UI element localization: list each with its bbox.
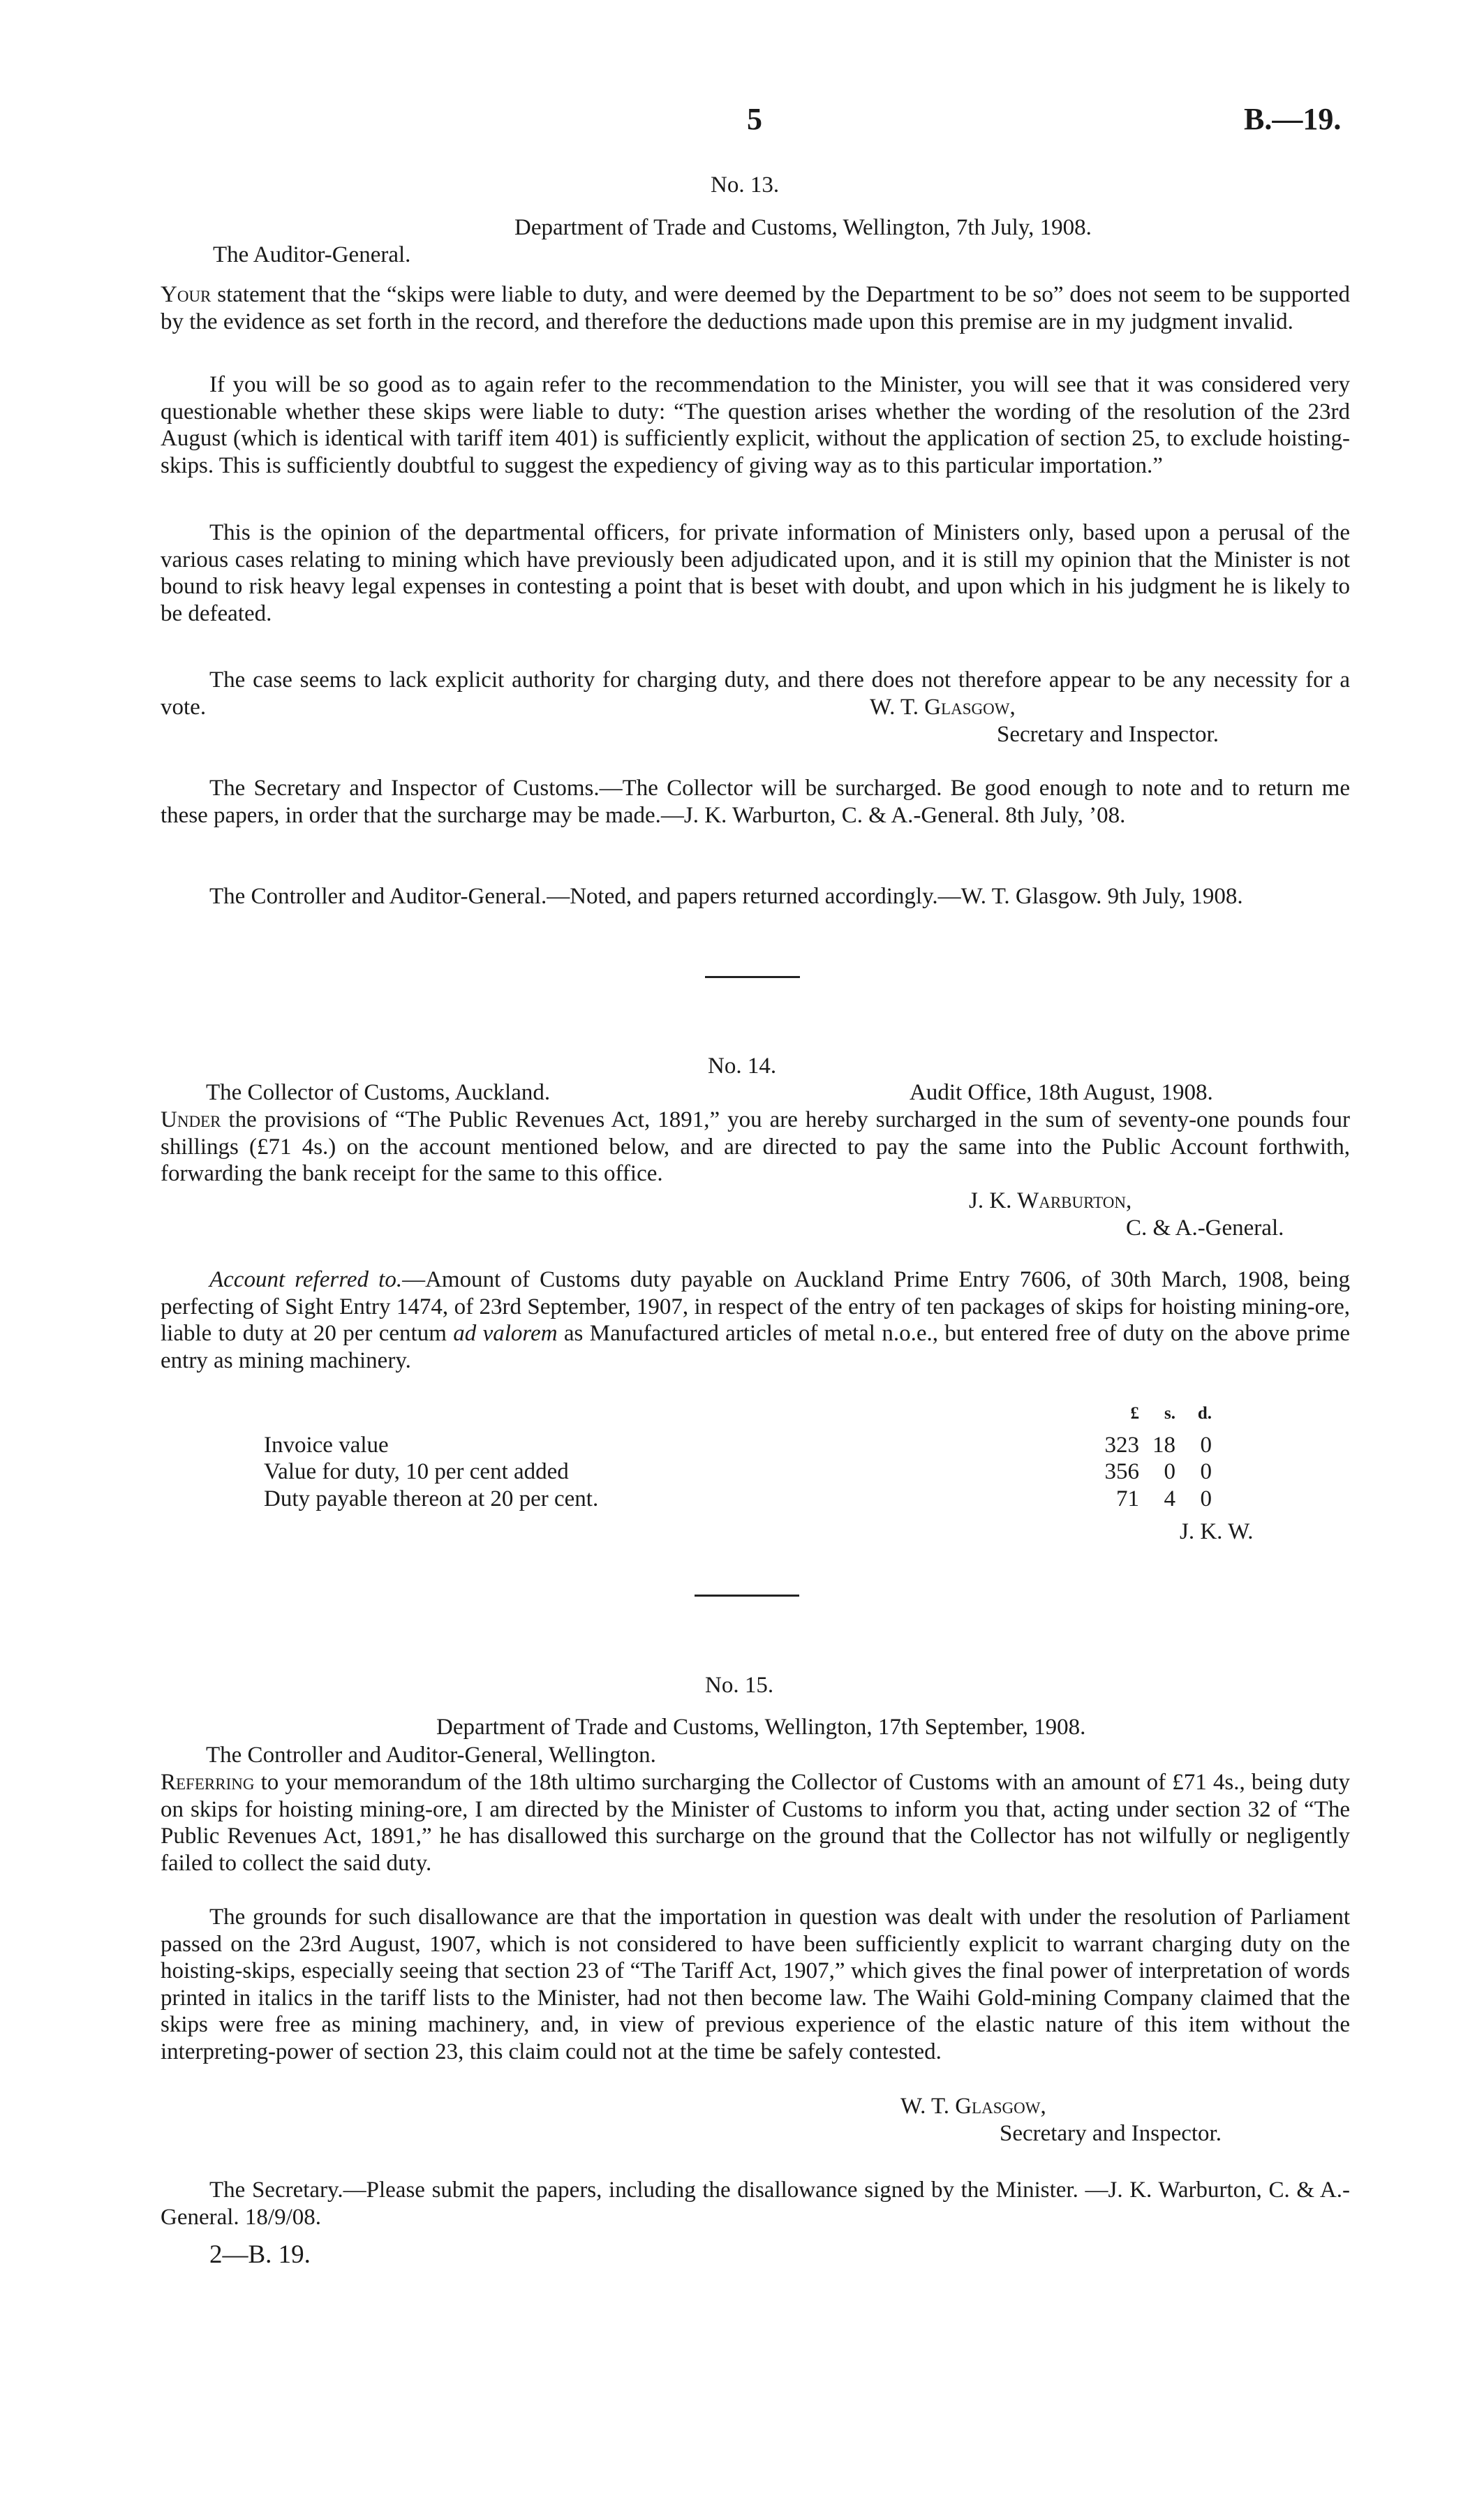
no13-p3-text: This is the opinion of the departmental officers, for private information of Ministers only, based upon a perusal of the various cases relating to mining which have previously been adjudicated upon, and it is still my opinion that the Minister is not bound to risk heavy legal expenses in contesting a point that is beset with doubt, and upon which in his judgment he is likely to be defeated.: [161, 520, 1350, 626]
no15-minute: [161, 2177, 1350, 2231]
no13-paragraph-4: [161, 667, 1350, 720]
no15-dateline: Department of Trade and Customs, Wellington, 17th September, 1908.: [436, 1715, 1086, 1740]
no15-signature-name: W. T. Glasgow,: [900, 2094, 1046, 2119]
no14-paragraph-1: [161, 1107, 1350, 1188]
no13-signature-name: W. T. Glasgow,: [870, 695, 1016, 720]
row-pence: 0: [1200, 1459, 1212, 1485]
no13-heading: No. 13.: [711, 172, 780, 198]
row-pence: 0: [1200, 1486, 1212, 1511]
row-pounds: 356: [1104, 1459, 1139, 1485]
table-row: [264, 1486, 1212, 1513]
no14-signature-title: C. & A.-General.: [1126, 1215, 1284, 1241]
no15-p1-lead: Referring: [161, 1770, 255, 1795]
table-row: [264, 1458, 1212, 1486]
no14-account-italic: ad valorem: [453, 1321, 558, 1347]
no13-paragraph-1: [161, 281, 1350, 335]
no15-heading: No. 15.: [705, 1673, 774, 1698]
no13-minute-1: [161, 775, 1350, 829]
no13-paragraph-3: [161, 519, 1350, 627]
no13-p4-text: The case seems to lack explicit authority for charging duty, and there does not therefore appear to be any necessity for a vote.: [161, 667, 1350, 720]
no13-p2-text: If you will be so good as to again refer to the recommendation to the Minister, you will see that it was considered very questionable whether these skips were liable to duty: “The question arises whether the wording of the resolution of the 23rd August (which is identical with tariff item 401) is sufficiently explicit, without the application of section 25, to exclude hoisting-skips. This is sufficiently doubtful to suggest the expediency of giving way as to this particular importation.”: [161, 372, 1350, 478]
row-label: Value for duty, 10 per cent added: [264, 1459, 569, 1485]
footer-signature-mark: 2—B. 19.: [209, 2240, 311, 2269]
no13-paragraph-2: [161, 371, 1350, 479]
no15-minute-text: The Secretary.—Please submit the papers, including the disallowance signed by the Minister. —J. K. Warburton, C. & A.-General. 18/9/08.: [161, 2177, 1350, 2230]
no14-account: [161, 1266, 1350, 1374]
no15-paragraph-2: [161, 1904, 1350, 2066]
no14-account-text-b: as Manufactured articles of metal n.o.e., but entered free of duty on the above prime entry as mining machinery.: [161, 1321, 1351, 1373]
no13-p1-body: statement that the “skips were liable to duty, and were deemed by the Department to be so” does not seem to be supported by the evidence as set forth in the record, and therefore the deductions made upon this premise are in my judgment invalid.: [161, 282, 1350, 334]
no15-p1-body: to your memorandum of the 18th ultimo surcharging the Collector of Customs with an amount of £71 4s., being duty on skips for hoisting mining-ore, I am directed by the Minister of Customs to inform you that, acting under section 32 of “The Public Revenues Act, 1891,” he has disallowed this surcharge on the ground that the Collector has not wilfully or negligently failed to collect the said duty.: [161, 1770, 1350, 1876]
no13-minute-2-text: The Controller and Auditor-General.—Noted, and papers returned accordingly.—W. T. Glasgow. 9th July, 1908.: [209, 884, 1243, 909]
no14-account-text-a: —Amount of Customs duty payable on Auckland Prime Entry 7606, of 30th March, 1908, being perfecting of Sight Entry 1474, of 23rd September, 1907, in respect of the entry of ten packages of skips for hoisting mining-ore, liable to duty at 20 per centum: [161, 1267, 1350, 1347]
no13-signature-title: Secretary and Inspector.: [997, 722, 1219, 747]
no15-p2-text: The grounds for such disallowance are that the importation in question was dealt with under the resolution of Parliament passed on the 23rd August, 1907, which is not considered to have been sufficiently explicit to warrant charging duty on the hoisting-skips, especially seeing that section 23 of “The Tariff Act, 1907,” which gives the final power of interpretation of words printed in italics in the tariff lists to the Minister, had not then become law. The Waihi Gold-mining Company claimed that the skips were free as mining machinery, and, in view of previous experience of the elastic nature of this item without the interpreting-power of section 23, this claim could not at the time be safely contested.: [161, 1905, 1350, 2064]
no14-p1-body: the provisions of “The Public Revenues Act, 1891,” you are hereby surcharged in the sum of seventy-one pounds four shillings (£71 4s.) on the account mentioned below, and are directed to pay the same into the Public Account forthwith, forwarding the bank receipt for the same to this office.: [161, 1107, 1350, 1187]
no14-account-table: [264, 1405, 1212, 1512]
no13-p1-lead: Your: [161, 282, 212, 307]
section-divider-2: [695, 1595, 799, 1597]
account-header-row: [264, 1405, 1212, 1432]
no14-account-label: Account referred to.: [209, 1267, 403, 1292]
page-number: 5: [747, 102, 762, 136]
row-pence: 0: [1200, 1432, 1212, 1458]
no14-addressee: The Collector of Customs, Auckland.: [206, 1080, 551, 1105]
row-shillings: 0: [1164, 1459, 1175, 1485]
row-label: Duty payable thereon at 20 per cent.: [264, 1486, 599, 1511]
row-label: Invoice value: [264, 1432, 389, 1458]
column-pence: d.: [1197, 1404, 1212, 1423]
no13-minute-2: [161, 883, 1350, 910]
no14-initials: J. K. W.: [1180, 1519, 1254, 1544]
no13-dateline: Department of Trade and Customs, Wellington, 7th July, 1908.: [514, 215, 1092, 240]
doc-reference: B.—19.: [1244, 102, 1342, 136]
no15-paragraph-1: [161, 1769, 1350, 1877]
row-shillings: 18: [1152, 1432, 1175, 1458]
no13-minute-1-text: The Secretary and Inspector of Customs.—The Collector will be surcharged. Be good enough to note and to return me these papers, in order that the surcharge may be made.—J. K. Warburton, C. & A.-General. 8th July, ’08.: [161, 776, 1350, 828]
column-shillings: s.: [1164, 1404, 1175, 1423]
no14-dateline: Audit Office, 18th August, 1908.: [910, 1080, 1213, 1105]
row-shillings: 4: [1164, 1486, 1175, 1511]
no15-addressee: The Controller and Auditor-General, Wellington.: [206, 1743, 656, 1768]
no14-heading: No. 14.: [708, 1053, 777, 1079]
no15-signature-title: Secretary and Inspector.: [1000, 2121, 1222, 2146]
section-divider-1: [705, 976, 800, 978]
column-pounds: £: [1130, 1404, 1139, 1423]
no14-p1-lead: Under: [161, 1107, 221, 1132]
no14-signature-name: J. K. Warburton,: [969, 1188, 1132, 1213]
no13-addressee: The Auditor-General.: [213, 242, 411, 267]
table-row: [264, 1432, 1212, 1459]
row-pounds: 71: [1116, 1486, 1139, 1511]
row-pounds: 323: [1104, 1432, 1139, 1458]
account-table: [264, 1405, 1212, 1512]
